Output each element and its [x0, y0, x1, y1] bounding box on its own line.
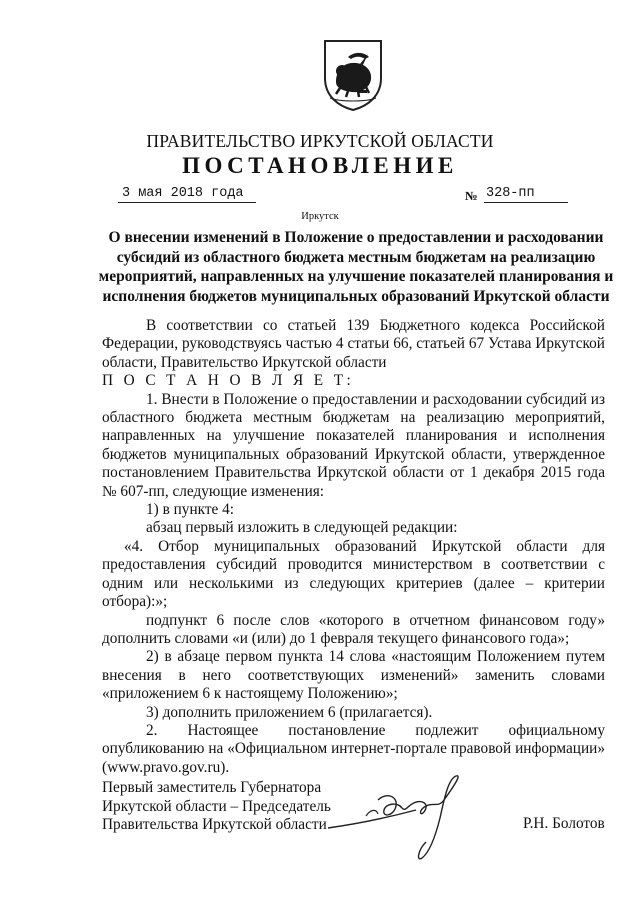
signer-position-line: Первый заместитель Губернатора: [102, 779, 322, 796]
decree-word: П О С Т А Н О В Л Я Е Т:: [102, 372, 355, 390]
city-label: Иркутск: [301, 211, 339, 222]
document-type: ПОСТАНОВЛЕНИЕ: [182, 153, 458, 178]
signee-name: Р.Н. Болотов: [523, 815, 605, 832]
signer-position-line: Правительства Иркутской области: [102, 816, 327, 833]
irkutsk-coat-of-arms-icon: [322, 38, 384, 112]
body-paragraph: 2. Настоящее постановление подлежит официальному опубликованию на «Официальном интернет-портале правовой информации» (www.pravo.gov.ru).: [102, 721, 605, 776]
body-paragraph: 1) в пункте 4:: [146, 501, 235, 519]
body-paragraph: абзац первый изложить в следующей редакции:: [146, 519, 458, 537]
body-paragraph: 3) дополнить приложением 6 (прилагается).: [146, 703, 433, 721]
body-paragraph: 2) в абзаце первом пункта 14 слова «настоящим Положением путем внесения в него соответствующих изменений» заменить словами «приложением 6 к настоящему Положению»;: [102, 648, 605, 703]
government-title: ПРАВИТЕЛЬСТВО ИРКУТСКОЙ ОБЛАСТИ: [146, 131, 494, 151]
document-date: 3 мая 2018 года: [118, 186, 256, 203]
decree-heading: О внесении изменений в Положение о предоставлении и расходовании субсидий из областного бюджета местным бюджетам на реализацию мероприятий, направленных на улучшение показателей планирования и исполнения бюджетов муниципальных образований Иркутской области: [98, 229, 614, 305]
decree-body: [102, 317, 605, 777]
handwritten-signature-icon: [326, 770, 476, 862]
signer-position-line: Иркутской области – Председатель: [102, 797, 331, 815]
document-number: 328-пп: [484, 186, 568, 203]
signer-position: [102, 779, 331, 835]
preamble-paragraph: В соответствии со статьей 139 Бюджетного кодекса Российской Федерации, руководствуясь частью 4 статьи 66, статьей 67 Устава Иркутской области, Правительство Иркутской области: [102, 317, 605, 371]
body-paragraph: подпункт 6 после слов «которого в отчетном финансовом году» дополнить словами «и (или) до 1 февраля текущего финансового года»;: [102, 611, 605, 647]
body-paragraph: «4. Отбор муниципальных образований Иркутской области для предоставления субсидий проводится министерством в соответствии с одним или несколькими из следующих критериев (далее – критерии отбора):»;: [102, 537, 605, 611]
body-paragraph: 1. Внести в Положение о предоставлении и расходовании субсидий из областного бюджета местным бюджетам на реализацию мероприятий, направленных на улучшение показателей планирования и исполнения бюджетов муниципальных образований Иркутской области, утвержденное постановлением Правительства Иркутской области от 1 декабря 2015 года № 607-пп, следующие изменения:: [102, 390, 605, 500]
number-sign: №: [465, 189, 478, 203]
